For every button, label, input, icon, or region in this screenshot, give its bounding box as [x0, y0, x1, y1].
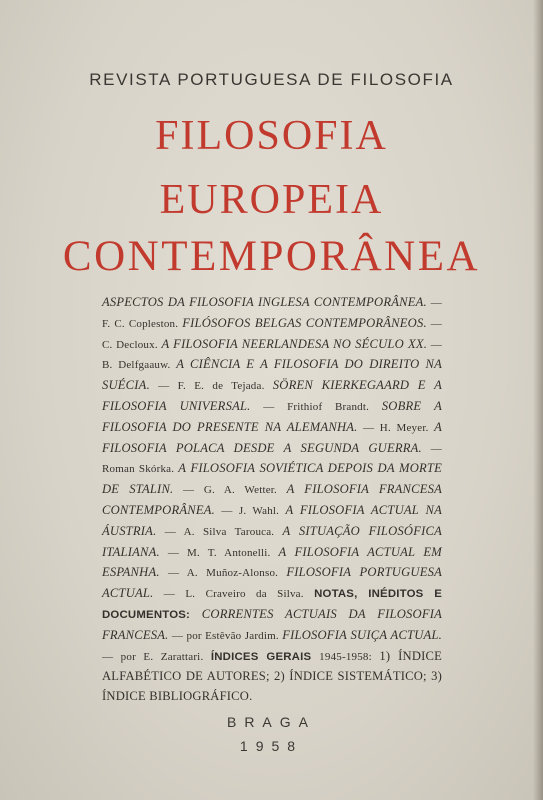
article-title: A FILOSOFIA FRANCESA CONTEMPORÂNEA.: [102, 482, 442, 517]
table-of-contents: [102, 293, 442, 707]
article-title: FILOSOFIA SUIÇA ACTUAL.: [282, 627, 442, 642]
article-author: — A. Muñoz-Alonso.: [159, 567, 287, 580]
article-author: — F. E. de Tejada.: [149, 380, 273, 393]
article-title: A FILOSOFIA ACTUAL NA ÁUSTRIA.: [102, 502, 442, 538]
article-title: A FILOSOFIA NEERLANDESA NO SÉCULO XX.: [161, 336, 428, 351]
article-title: A FILOSOFIA SOVIÉTICA DEPOIS DA MORTE DE STALIN.: [102, 461, 442, 497]
publication-city: BRAGA: [226, 714, 316, 730]
article-author: — Roman Skórka.: [102, 442, 442, 476]
article-author: — B. Delfgaauw.: [102, 338, 442, 372]
title-line-1: FILOSOFIA: [155, 113, 388, 159]
article-title: ASPECTOS DA FILOSOFIA INGLESA CONTEMPORÂNEA.: [102, 295, 427, 309]
article-author: — A. Silva Tarouca.: [156, 525, 283, 538]
article-author: — G. A. Wetter.: [173, 484, 287, 497]
article-title: FILÓSOFOS BELGAS CONTEMPORÂNEOS.: [182, 315, 427, 330]
article-title: A SITUAÇÃO FILOSÓFICA ITALIANA.: [102, 523, 442, 559]
article-title: A FILOSOFIA ACTUAL EM ESPANHA.: [102, 544, 442, 580]
article-author: — por Estêvão Jardim.: [168, 629, 283, 642]
article-title: SOBRE A FILOSOFIA DO PRESENTE NA ALEMANHA.: [102, 398, 442, 434]
title-line-2: EUROPEIA: [159, 177, 384, 223]
article-author: — Frithiof Brandt.: [250, 400, 382, 413]
article-author: — C. Decloux.: [102, 317, 442, 351]
article-author: — L. Craveiro da Silva.: [153, 588, 315, 601]
article-title: CORRENTES ACTUAIS DA FILOSOFIA FRANCESA.: [102, 606, 442, 642]
contents-text: 1) ÍNDICE ALFABÉTICO DE AUTORES; 2) ÍNDICE SISTEMÁTICO; 3) ÍNDICE BIBLIOGRÁFICO.: [102, 648, 443, 704]
article-title: A CIÊNCIA E A FILOSOFIA DO DIREITO NA SUÉCIA.: [102, 357, 442, 393]
article-author: — H. Meyer.: [357, 421, 435, 434]
article-author: 1945-1958:: [319, 650, 380, 663]
section-heading: ÍNDICES GERAIS: [210, 650, 320, 663]
article-author: — J. Wahl.: [215, 504, 286, 517]
article-title: SÖREN KIERKEGAARD E A FILOSOFIA UNIVERSAL.: [102, 378, 443, 413]
article-title: A FILOSOFIA POLACA DESDE A SEGUNDA GUERRA.: [102, 419, 442, 455]
publication-year: 1958: [239, 738, 304, 754]
article-author: — por E. Zarattari.: [102, 650, 211, 663]
title-line-3: CONTEMPORÂNEA: [62, 233, 481, 280]
article-author: — F. C. Copleston.: [102, 297, 443, 330]
section-heading: NOTAS, INÉDITOS E DOCUMENTOS:: [102, 588, 442, 621]
article-title: FILOSOFIA PORTUGUESA ACTUAL.: [102, 565, 442, 601]
article-author: — M. T. Antonelli.: [159, 546, 279, 559]
journal-name: REVISTA PORTUGUESA DE FILOSOFIA: [89, 70, 454, 89]
